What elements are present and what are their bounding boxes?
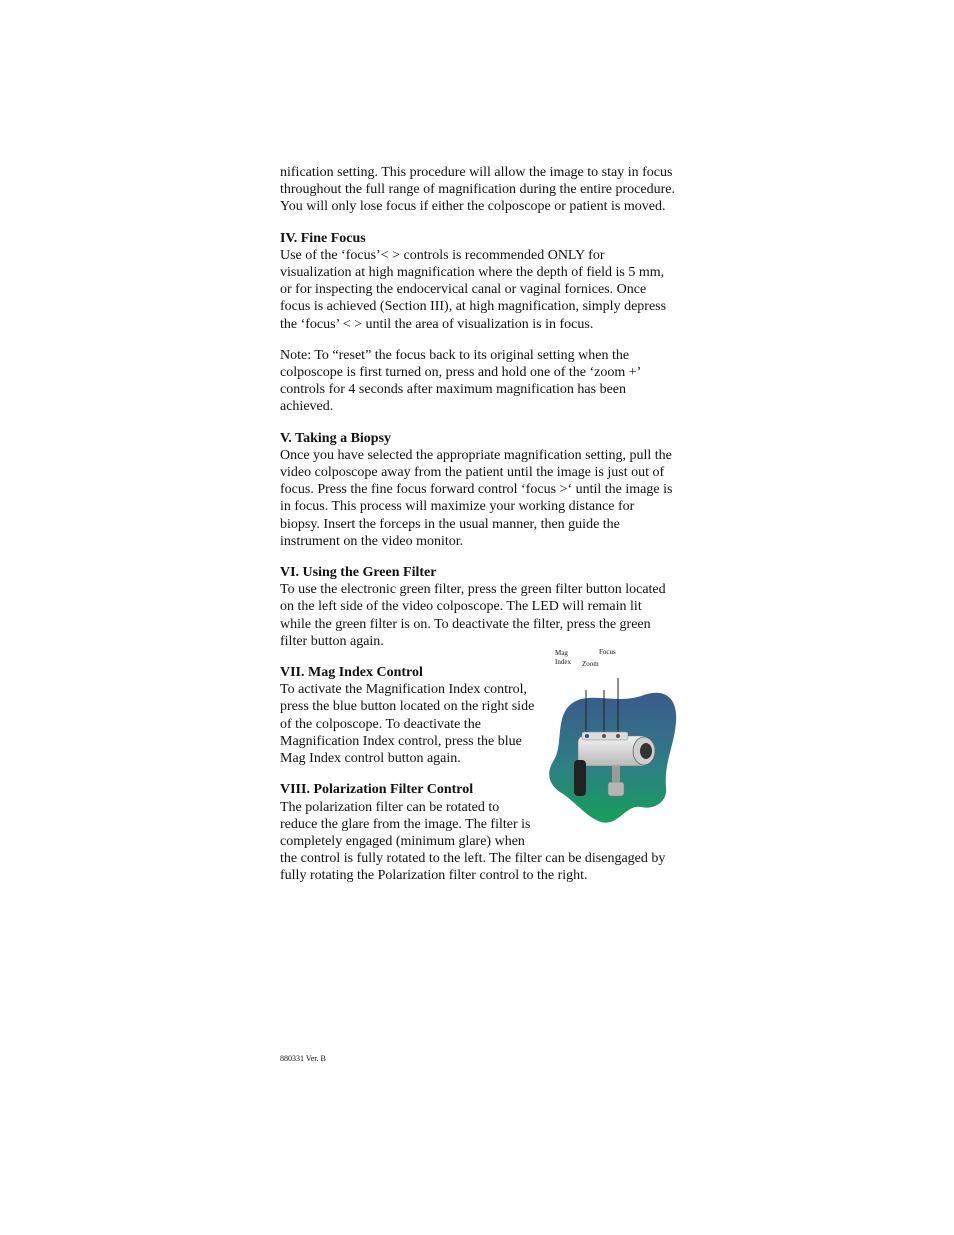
section-body-biopsy: Once you have selected the appropriate magnification setting, pull the video colposcope away from the patient until the image is just out of focus. Press the fine focus forward control ‘focus >‘ until the image is in focus. This process will maximize your working distance for biopsy. Insert the forceps in the usual manner, then guide the instrument on the video monitor.	[280, 447, 673, 549]
section-heading-fine-focus: IV. Fine Focus	[280, 230, 366, 246]
section-body-polarization: The polarization filter can be rotated to reduce the glare from the image. The filter is completely engaged (minimum glare) when the control is fully rotated to the left. The filter can be disengaged by fully rotating the Polarization filter control to the right.	[280, 799, 666, 884]
section-heading-mag-index: VII. Mag Index Control	[280, 665, 423, 681]
label-focus: Focus	[599, 648, 616, 657]
label-mag: Mag	[555, 649, 568, 658]
section-heading-polarization: VIII. Polarization Filter Control	[280, 782, 474, 798]
section-body-mag-index: To activate the Magnification Index control, press the blue button located on the right side of the colposcope. To deactivate the Magnification Index control, press the blue Mag Index control button again.	[280, 682, 535, 767]
intro-paragraph: nification setting. This procedure will allow the image to stay in focus throughout the full range of magnification during the entire procedure. You will only lose focus if either the colposcope or patient is moved.	[280, 165, 675, 215]
section-body-green-filter: To use the electronic green filter, press the green filter button located on the left side of the video colposcope. The LED will remain lit while the green filter is on. To deactivate the filter, press the green filter button again.	[280, 582, 666, 649]
colposcope-illustration	[546, 652, 686, 836]
note-paragraph: Note: To “reset” the focus back to its original setting when the colposcope is first turned on, press and hold one of the ‘zoom +’ controls for 4 seconds after maximum magnification has been achieved.	[280, 347, 641, 415]
colposcope-figure	[546, 648, 686, 836]
document-version-footer: 880331 Ver. B	[280, 1054, 326, 1063]
label-zoom: Zoom	[582, 660, 599, 669]
page-content	[280, 164, 676, 885]
section-body-fine-focus: Use of the ‘focus’< > controls is recommended ONLY for visualization at high magnification where the depth of field is 5 mm, or for inspecting the endocervical canal or vaginal fornices. Once focus is achieved (Section III), at high magnification, simply depress the ‘focus’ < > until the area of visualization is in focus.	[280, 247, 667, 332]
section-heading-green-filter: VI. Using the Green Filter	[280, 565, 437, 581]
stand-post	[612, 766, 620, 784]
section-heading-biopsy: V. Taking a Biopsy	[280, 430, 392, 446]
label-index: Index	[555, 658, 571, 667]
handle	[574, 760, 586, 796]
